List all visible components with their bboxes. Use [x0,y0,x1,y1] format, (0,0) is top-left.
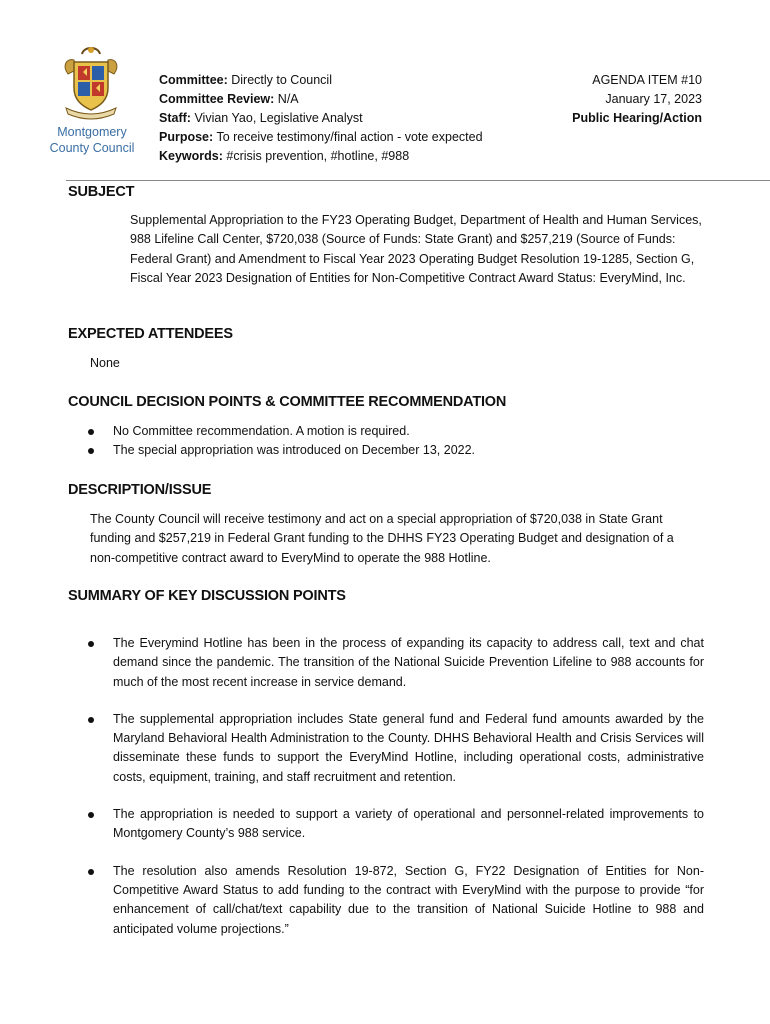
bullet-icon [88,641,94,647]
decision-heading: COUNCIL DECISION POINTS & COMMITTEE RECOMMENDATION [68,394,507,410]
purpose-row [159,128,483,147]
review-value: N/A [277,92,299,106]
decision-item-text: No Committee recommendation. A motion is required. [113,424,410,438]
committee-row [159,71,483,90]
bullet-icon [88,717,94,723]
header-divider [66,180,770,181]
agenda-date: January 17, 2023 [605,92,702,106]
committee-label: Committee: [159,73,228,87]
agenda-item-number: AGENDA ITEM #10 [592,73,702,87]
summary-item-text: The supplemental appropriation includes State general fund and Federal fund amounts awarded by the Maryland Behavioral Health Administration to the County. DHHS Behavioral Health and Crisis Services will disseminate these funds to support the EveryMind Hotline, including operational costs, administrative costs, equipment, training, and staff recruitment and retention. [113,711,704,784]
county-seal-logo [60,44,122,124]
purpose-label: Purpose: [159,130,214,144]
subject-heading: SUBJECT [68,184,135,200]
summary-item-text: The Everymind Hotline has been in the process of expanding its capacity to address call, text and chat demand since the pandemic. The transition of the National Suicide Prevention Lifeline to 988 accounts for much of the most recent increase in service demand. [113,636,704,689]
description-text: The County Council will receive testimony and act on a special appropriation of $720,038 in State Grant funding and $257,219 in Federal Grant funding to the DHHS FY23 Operating Budget and designation of a non-competitive contract award to EveryMind to operate the 988 Hotline. [90,512,674,565]
keywords-row [159,147,483,166]
summary-item [84,805,704,844]
county-name-line1: Montgomery [57,125,127,139]
review-label: Committee Review: [159,92,275,106]
bullet-icon [88,869,94,875]
staff-value: Vivian Yao, Legislative Analyst [194,111,363,125]
decision-list [84,422,704,461]
summary-item [84,634,704,692]
summary-item-text: The resolution also amends Resolution 19-872, Section G, FY22 Designation of Entities for Non-Competitive Award Status to add funding to the contract with EveryMind with the purpose to provide “for enhancement of call/chat/text capability due to the transition of National Suicide Hotline to 988 and anticipated volume projections.” [113,863,704,936]
decision-item-text: The special appropriation was introduced on December 13, 2022. [113,443,476,458]
committee-value: Directly to Council [231,73,332,87]
decision-item [84,441,704,460]
review-row [159,90,483,109]
county-name [40,124,144,156]
subject-text: Supplemental Appropriation to the FY23 Operating Budget, Department of Health and Human Services, 988 Lifeline Call Center, $720,038 (Source of Funds: State Grant) and $257,219 (Source of Funds: Federal Grant) and Amendment to Fiscal Year 2023 Operating Budget Resolution 19-1285, Section G, Fiscal Year 2023 Designation of Entities for Non-Competitive Contract Award Status: EveryMind, Inc. [130,213,702,285]
summary-heading: SUMMARY OF KEY DISCUSSION POINTS [68,588,346,604]
summary-list [84,634,704,957]
meeting-metadata [159,71,483,166]
agenda-action: Public Hearing/Action [572,111,702,125]
description-heading: DESCRIPTION/ISSUE [68,482,212,498]
keywords-label: Keywords: [159,149,223,163]
bullet-icon [88,429,94,435]
county-name-line2: County Council [49,141,135,155]
agenda-info [572,71,702,128]
bullet-icon [88,812,94,818]
keywords-value: #crisis prevention, #hotline, #988 [226,149,410,163]
attendees-heading: EXPECTED ATTENDEES [68,326,233,342]
purpose-value: To receive testimony/final action - vote expected [216,130,483,144]
attendees-text: None [90,356,120,370]
staff-row [159,109,483,128]
summary-item-text: The appropriation is needed to support a variety of operational and personnel-related improvements to Montgomery County’s 988 service. [113,807,704,841]
bullet-icon [88,448,94,454]
summary-item [84,862,704,939]
staff-label: Staff: [159,111,191,125]
decision-item [84,422,704,441]
summary-item [84,710,704,787]
